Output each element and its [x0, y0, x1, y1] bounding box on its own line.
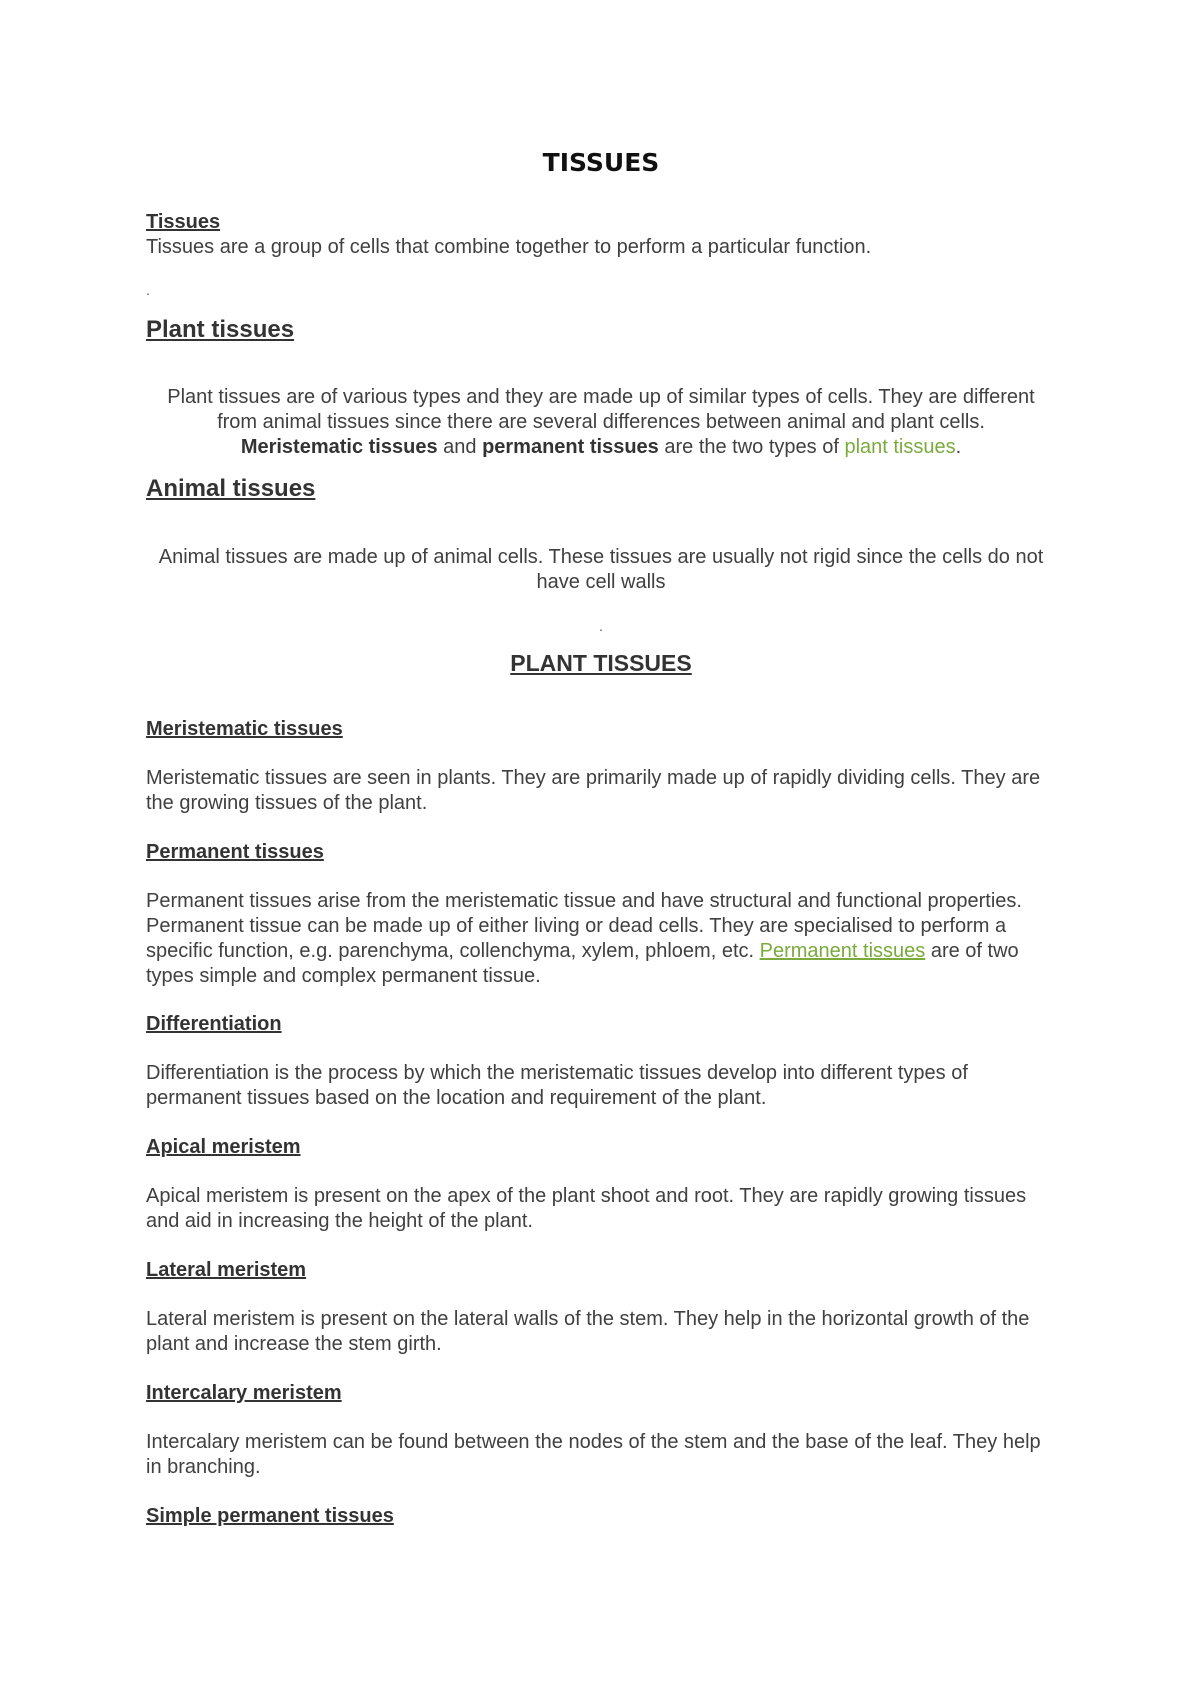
bold-permanent: permanent tissues: [482, 436, 659, 458]
heading-differentiation: Differentiation: [146, 1013, 282, 1035]
section-simple-permanent: [146, 1504, 1056, 1529]
heading-intercalary-meristem: Intercalary meristem: [146, 1382, 342, 1404]
paragraph-animal-tissues-block: [146, 545, 1056, 595]
paragraph-intercalary-block: [146, 1430, 1056, 1480]
dot-mark-2: .: [599, 618, 603, 634]
heading-plant-tissues: Plant tissues: [146, 316, 295, 343]
document-title: TISSUES: [542, 148, 660, 177]
heading-tissues: Tissues: [146, 211, 221, 233]
permanent-text-2: are of two types simple and complex permanent tissue.: [146, 940, 1019, 987]
paragraph-permanent: [146, 889, 1056, 989]
heading-animal-tissues: Animal tissues: [146, 475, 316, 502]
section-permanent: [146, 840, 1056, 865]
section-plant-tissues: [146, 315, 1056, 345]
dot-mark: .: [146, 282, 150, 298]
heading-apical-meristem: Apical meristem: [146, 1136, 301, 1158]
paragraph-lateral-block: [146, 1307, 1056, 1357]
paragraph-plant-tissues-block: [146, 385, 1056, 460]
plant-text-2: are the two types of: [658, 436, 845, 458]
paragraph-meristematic: Meristematic tissues are seen in plants. They are primarily made up of rapidly dividing cells. They are the growing tissues of the plant.: [146, 767, 1041, 814]
paragraph-apical-meristem: Apical meristem is present on the apex of the plant shoot and root. They are rapidly growing tissues and aid in increasing the height of the plant.: [146, 1185, 1027, 1232]
paragraph-permanent-block: [146, 889, 1056, 989]
section-lateral-meristem: [146, 1258, 1056, 1283]
section-plant-tissues-title: [146, 648, 1056, 678]
link-permanent-tissues[interactable]: Permanent tissues: [759, 940, 926, 962]
paragraph-animal-tissues: Animal tissues are made up of animal cells. These tissues are usually not rigid since the cells do not have cell walls: [158, 546, 1044, 593]
paragraph-lateral-meristem: Lateral meristem is present on the lateral walls of the stem. They help in the horizontal growth of the plant and increase the stem girth.: [146, 1308, 1030, 1355]
heading-simple-permanent: Simple permanent tissues: [146, 1505, 394, 1527]
bold-meristematic: Meristematic tissues: [240, 436, 438, 458]
separator-dot: [146, 282, 1056, 298]
heading-plant-tissues-section: PLANT TISSUES: [510, 650, 692, 676]
section-apical-meristem: [146, 1135, 1056, 1160]
section-intercalary-meristem: [146, 1381, 1056, 1406]
paragraph-intercalary-meristem: Intercalary meristem can be found between the nodes of the stem and the base of the leaf. They help in branching.: [146, 1431, 1041, 1478]
section-animal-tissues: [146, 474, 1056, 504]
permanent-text-1: Permanent tissues arise from the meristematic tissue and have structural and functional properties. Permanent tissue can be made up of either living or dead cells. They are specialised to perform a specific function, e.g. parenchyma, collenchyma, xylem, phloem, etc.: [146, 890, 1022, 962]
plant-text-1: Plant tissues are of various types and they are made up of similar types of cells. They are different from animal tissues since there are several differences between animal and plant cells.: [167, 386, 1035, 433]
plant-and: and: [437, 436, 483, 458]
paragraph-differentiation-block: [146, 1061, 1056, 1111]
paragraph-differentiation: Differentiation is the process by which the meristematic tissues develop into different types of permanent tissues based on the location and requirement of the plant.: [146, 1062, 968, 1109]
section-meristematic: [146, 717, 1056, 742]
heading-lateral-meristem: Lateral meristem: [146, 1259, 307, 1281]
section-differentiation: [146, 1012, 1056, 1037]
paragraph-plant-tissues: [146, 385, 1056, 460]
heading-permanent: Permanent tissues: [146, 841, 324, 863]
link-plant-tissues[interactable]: plant tissues: [844, 436, 956, 458]
section-tissues: [146, 210, 1056, 260]
paragraph-apical-block: [146, 1184, 1056, 1234]
paragraph-tissues: Tissues are a group of cells that combine together to perform a particular function.: [146, 236, 872, 258]
paragraph-meristematic-block: [146, 766, 1056, 816]
separator-dot-2: [146, 618, 1056, 634]
heading-meristematic: Meristematic tissues: [146, 718, 343, 740]
plant-end: .: [955, 436, 962, 458]
